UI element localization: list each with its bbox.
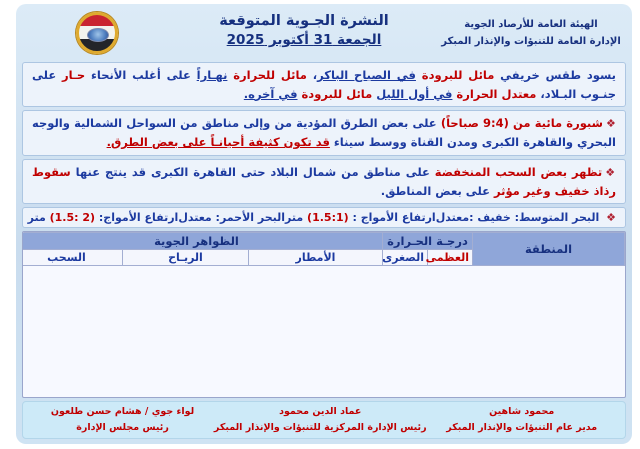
signature-name: محمود شاهين <box>489 406 555 418</box>
bulletin-date: الجمعة 31 أكتوبر 2025 <box>226 32 382 48</box>
forecast-paragraph-fog <box>22 110 626 155</box>
signature-forecast-director <box>446 404 597 435</box>
bulletin-page <box>16 4 632 444</box>
red-sea-label: البحر الأحمر: معتدل <box>178 211 286 225</box>
text-segment: على مناطق من شمال البلاد حتى القاهرة الكبرى قد ينتج عنها <box>70 164 430 179</box>
text-segment: تظهر بعض السحب المنخفضة <box>429 164 603 179</box>
mediterranean-label: البحر المتوسط: خفيف :معتدل <box>435 211 600 225</box>
text-segment: ، <box>306 68 318 82</box>
signature-name: عماد الدين محمود <box>279 406 362 418</box>
col-header-temperature: درجـة الحـرارة <box>382 233 472 250</box>
title-block <box>172 9 436 48</box>
wave-height-unit: متر <box>27 211 46 225</box>
signature-title: رئيس الإدارة المركزية للتنبؤات والإنذار المبكر <box>213 422 427 433</box>
wave-height-label: ارتفاع الأمواج : <box>348 211 436 225</box>
col-header-clouds: السحب <box>22 250 122 266</box>
text-segment: في الصباح الباكر <box>317 68 416 82</box>
weather-table-container <box>22 231 626 398</box>
text-segment: شبورة مائية من (9:4 صباحاً) <box>436 116 603 131</box>
signature-central-admin-head <box>214 404 427 435</box>
col-header-region: المنطقة <box>473 233 625 266</box>
logo-area <box>22 9 172 54</box>
forecast-paragraph-clouds <box>22 159 626 204</box>
bulletin-header <box>22 9 626 59</box>
sea-state-row <box>22 207 626 228</box>
col-header-wind: الريـاح <box>122 250 248 266</box>
text-segment: على بعض الطرق المؤدية من وإلى مناطق من السواحل الشمالية والوجه البحري والقاهرة الكبرى ومدن القناة ووسط سيناء <box>32 116 616 150</box>
department-name: الإدارة العامة للتنبؤات والإنذار المبكر <box>441 36 621 47</box>
text-segment: في أول الليل <box>376 86 453 101</box>
text-segment: سقوط رذاذ خفيف وغير مؤثر <box>32 164 616 198</box>
text-segment: قد تكون كثيفة أحيانـاً على بعض الطرق. <box>106 135 330 150</box>
wave-height-label: ارتفاع الأمواج: <box>95 211 179 225</box>
signature-title: مدير عام التنبؤات والإنذار المبكر <box>446 422 598 433</box>
organization-block <box>436 9 626 50</box>
text-segment: مائل للحرارة <box>227 68 307 82</box>
meteorological-authority-logo-icon <box>76 12 118 54</box>
red-sea-state <box>178 211 285 224</box>
red-sea-waves <box>28 211 179 224</box>
col-header-max-temp: العظمى <box>428 250 473 266</box>
text-segment: على أغلب الأنحاء <box>85 68 197 82</box>
text-segment: معتدل الحرارة <box>452 86 537 101</box>
weather-table <box>22 232 625 397</box>
wave-height-unit: متر <box>285 211 304 225</box>
col-header-rain: الأمطار <box>248 250 382 266</box>
bullet-icon: ❖ <box>605 165 616 179</box>
col-header-phenomena: الظواهر الجوية <box>22 233 382 250</box>
text-segment: يسود طقس خريفي <box>494 68 617 82</box>
bullet-icon: ❖ <box>606 211 616 225</box>
page-title: النشرة الجـوية المتوقعة <box>219 13 389 29</box>
signatures-footer <box>22 401 626 439</box>
text-segment: على بعض المناطق. <box>380 183 490 198</box>
text-segment: حـار <box>56 68 86 82</box>
text-segment: مائل للبرودة <box>415 68 495 82</box>
text-segment: مائل للبرودة <box>297 86 373 101</box>
signature-board-chairman <box>51 404 194 435</box>
col-header-min-temp: الصغرى <box>382 250 427 266</box>
mediterranean-state <box>436 211 616 224</box>
wave-height-value: (1.5:1) <box>307 211 349 225</box>
mediterranean-waves <box>285 211 436 224</box>
text-segment: نهـاراً <box>196 68 228 82</box>
bullet-icon: ❖ <box>605 117 616 131</box>
organization-name: الهيئة العامة للأرصاد الجوية <box>464 19 598 30</box>
text-segment: في آخره. <box>243 86 298 101</box>
signature-name: لواء جوي / هشام حسن طلعون <box>50 406 195 418</box>
forecast-paragraph-general <box>22 62 626 107</box>
wave-height-value: (2 :1.5) <box>49 211 96 225</box>
signature-title: رئيس مجلس الإدارة <box>76 422 169 433</box>
globe-icon <box>87 28 109 42</box>
text-segment: على جنـوب البـلاد، <box>32 68 616 101</box>
